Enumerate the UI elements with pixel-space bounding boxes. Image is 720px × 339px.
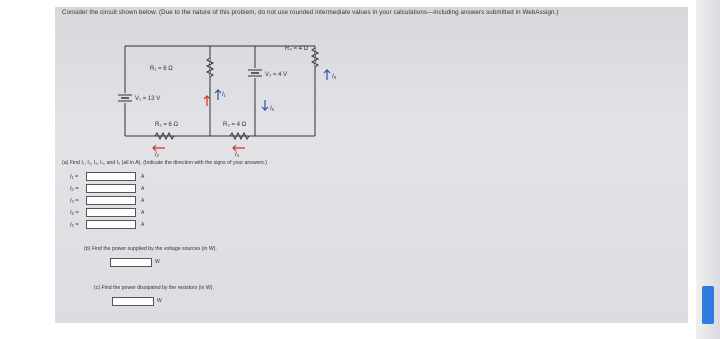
- label-r2: R₂ = 6 Ω: [155, 122, 178, 128]
- answer-row-i3: [70, 196, 144, 205]
- battery-v2: [248, 68, 262, 78]
- power-supplied-unit: W: [155, 259, 160, 265]
- answer-unit: A: [141, 185, 145, 192]
- answer-row-i5: [70, 220, 144, 229]
- i2-input[interactable]: [86, 184, 136, 193]
- power-dissipated-input[interactable]: [112, 297, 154, 306]
- i3-input[interactable]: [86, 196, 136, 205]
- label-v1: V₁ = 13 V: [135, 96, 161, 102]
- problem-prompt: Consider the circuit shown below. (Due to the nature of this problem, do not use rounded intermediate values in your calculations—including answers submitted in WebAssign.): [62, 9, 559, 16]
- battery-v1: [118, 93, 132, 103]
- label-i3: I₃: [235, 152, 240, 158]
- answer-label: I₄ =: [70, 209, 79, 216]
- answer-unit: A: [141, 221, 145, 228]
- arrow-i3: [233, 145, 245, 151]
- answer-row-i4: [70, 208, 144, 217]
- answer-label: I₂ =: [70, 185, 79, 192]
- power-dissipated-unit: W: [157, 298, 162, 304]
- label-r1: R₁ = 6 Ω: [150, 66, 173, 72]
- answer-row-i1: [70, 172, 144, 181]
- i5-input[interactable]: [86, 220, 136, 229]
- answer-label: I₅ =: [70, 221, 79, 228]
- part-b-question: (b) Find the power supplied by the voltage sources (in W).: [84, 246, 217, 252]
- circuit-diagram: [105, 38, 365, 158]
- blue-edge-strip: [702, 286, 714, 324]
- label-r3: R₃ = 4 Ω: [223, 122, 247, 128]
- power-supplied-input[interactable]: [110, 258, 152, 267]
- label-i1: I₁: [222, 92, 226, 98]
- answer-unit: A: [141, 173, 145, 180]
- resistor-r4: [312, 48, 318, 67]
- arrow-i5: [262, 100, 268, 110]
- label-i4: I₄: [332, 74, 337, 80]
- label-i5: I₅: [270, 106, 275, 112]
- label-v2: V₂ = 4 V: [265, 72, 288, 78]
- i1-input[interactable]: [86, 172, 136, 181]
- answer-row-i2: [70, 184, 144, 193]
- label-r4: R₄ = 4 Ω: [285, 46, 309, 52]
- left-margin: [0, 0, 48, 339]
- answer-unit: A: [141, 209, 145, 216]
- answer-label: I₃ =: [70, 197, 79, 204]
- answer-unit: A: [141, 197, 145, 204]
- arrow-v1: [204, 96, 210, 106]
- part-a-question: (a) Find I₁, I₂, I₃, I₄, and I₅ (all in A). (Indicate the direction with the signs of your answers.): [62, 160, 267, 166]
- part-c-question: (c) Find the power dissipated by the resistors (in W).: [94, 285, 214, 291]
- answer-label: I₁ =: [70, 173, 79, 180]
- label-i2: I₂: [155, 152, 159, 158]
- arrow-i4: [324, 70, 330, 80]
- arrow-i2: [153, 145, 165, 151]
- i4-input[interactable]: [86, 208, 136, 217]
- resistor-r1: [207, 58, 213, 77]
- arrow-i1: [215, 90, 221, 100]
